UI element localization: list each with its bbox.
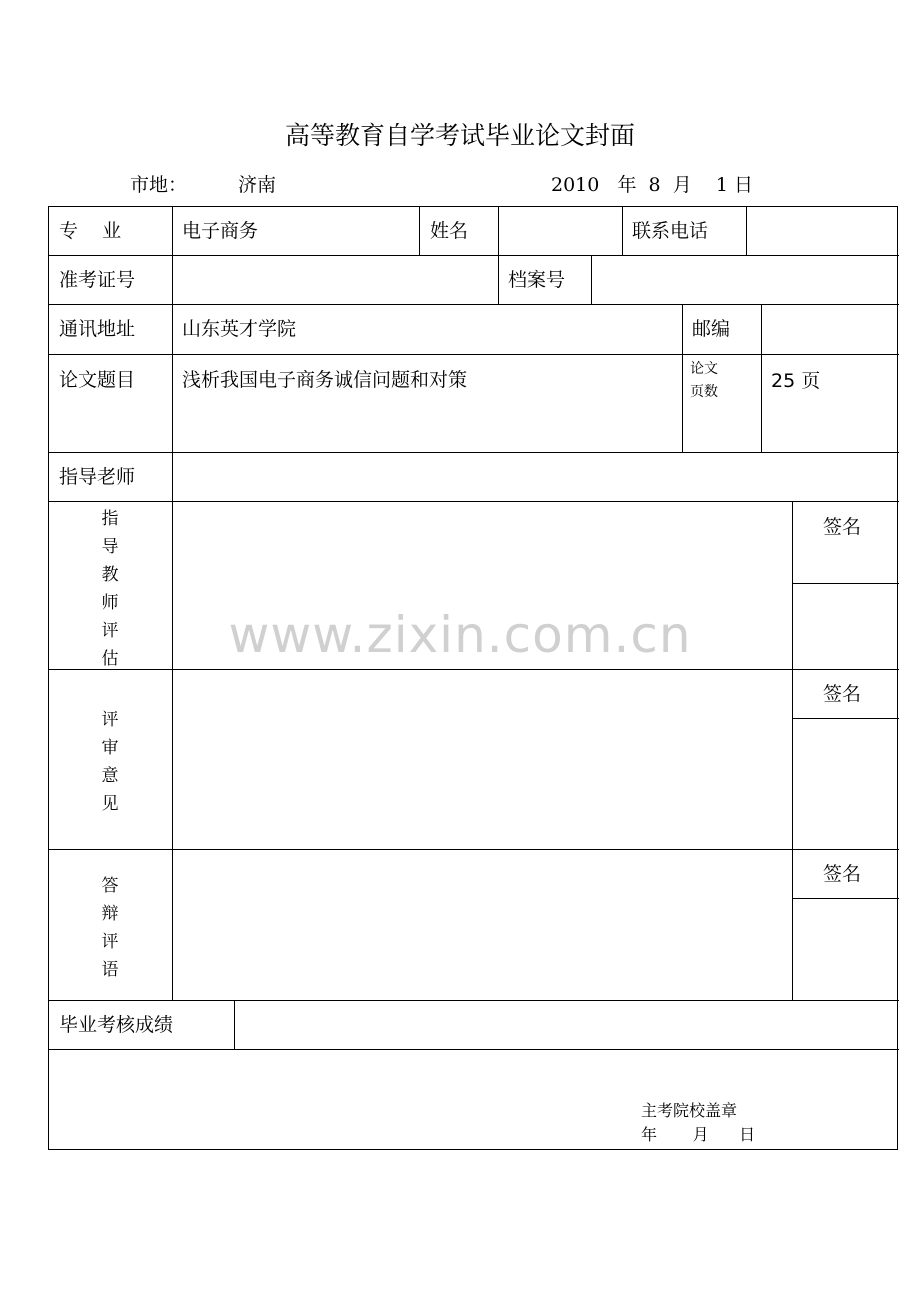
name-label: 姓名 — [430, 220, 469, 242]
advisor-eval-label: 指导教师评估 — [101, 509, 119, 669]
pages-value[interactable]: 25 页 — [771, 370, 821, 392]
review-label: 评审意见 — [101, 710, 119, 814]
major-label: 专 业 — [59, 220, 122, 242]
stamp-label: 主考院校盖章 — [641, 1101, 738, 1120]
grade-label: 毕业考核成绩 — [59, 1014, 174, 1036]
file-no-label: 档案号 — [508, 269, 566, 291]
thesis-title-label: 论文题目 — [59, 369, 136, 391]
major-value[interactable]: 电子商务 — [182, 220, 259, 242]
defense-label: 答辩评语 — [101, 876, 119, 980]
watermark: www.zixin.com.cn — [228, 606, 692, 664]
zip-label: 邮编 — [692, 318, 731, 340]
exam-id-label: 准考证号 — [59, 269, 136, 291]
cover-form-table — [48, 206, 898, 1150]
defense-signature-label: 签名 — [823, 863, 862, 885]
address-label: 通讯地址 — [59, 318, 136, 340]
pages-label: 论文页数 — [690, 361, 718, 401]
city-value: 济南 — [238, 174, 277, 196]
stamp-date: 年 月 日 — [641, 1125, 756, 1144]
date-text: 2010 年 8 月 1 日 — [551, 174, 754, 196]
thesis-title-value[interactable]: 浅析我国电子商务诚信问题和对策 — [182, 369, 468, 391]
phone-label: 联系电话 — [632, 220, 709, 242]
advisor-eval-signature-label: 签名 — [823, 516, 862, 538]
advisor-label: 指导老师 — [59, 466, 136, 488]
document-title: 高等教育自学考试毕业论文封面 — [284, 121, 635, 150]
city-label: 市地： — [130, 174, 188, 196]
address-value[interactable]: 山东英才学院 — [182, 318, 297, 340]
review-signature-label: 签名 — [823, 683, 862, 705]
